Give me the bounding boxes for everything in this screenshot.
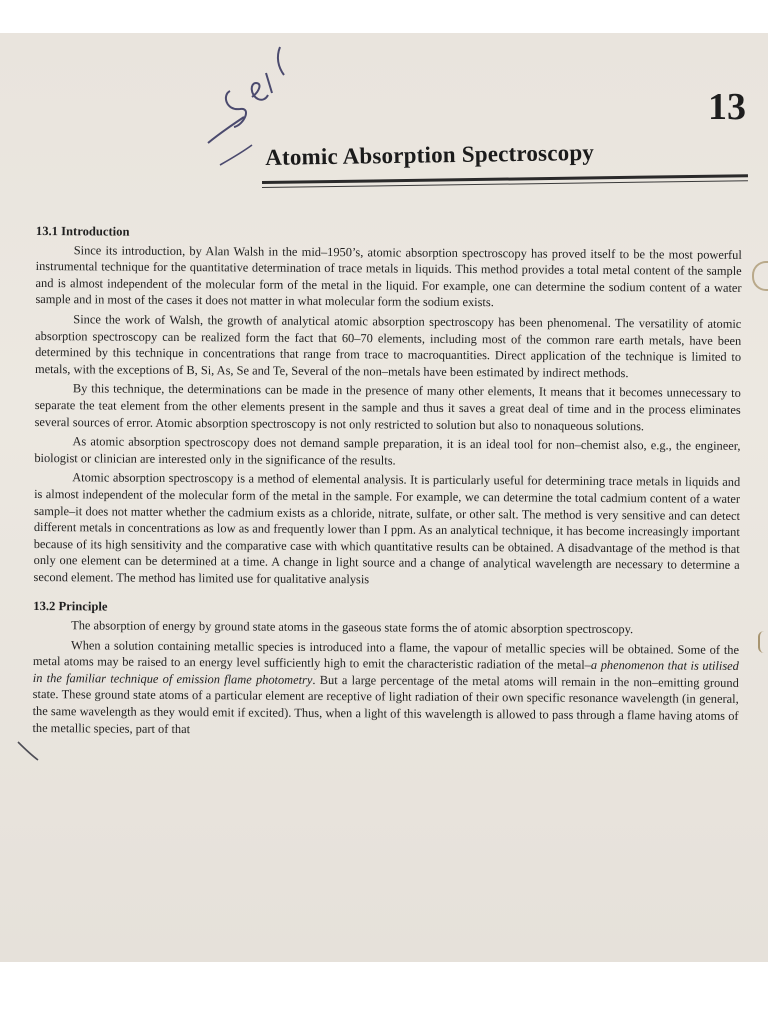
page-content <box>32 223 742 744</box>
page-edge-mark <box>752 261 768 291</box>
paragraph: Since the work of Walsh, the growth of analytical atomic absorption spectroscopy has been phenomenal. The versatility of atomic absorption spectroscopy can be realized form the fact that 60–70 elements, including most of the common rare earth metals, have been determined by this technique in concentrations that range from trace to macroquantities. Direct application of the technique is limited to metals, with the exceptions of B, Si, As, Se and Te, Several of the non–metals have been estimated by indirect methods. <box>34 312 742 380</box>
paragraph: By this technique, the determinations can be made in the presence of many other elements, It means that it becomes unnecessary to separate the teat element from the other elements present in the sample and thus it saves a great deal of time and in the process eliminates several sources of error. Atomic absorption spectroscopy is not only restricted to solution but also to nonaqueous solutions. <box>34 381 741 433</box>
chapter-title: Atomic Absorption Spectroscopy <box>265 139 595 170</box>
paragraph: The absorption of energy by ground state atoms in the gaseous state forms the of atomic absorption spectroscopy. <box>71 618 634 637</box>
paragraph-text: . But a large percentage of the metal atoms will remain in the non–emitting ground state. These ground state atoms of a particular element are receptive of light radiation of their own specific resonance wavelength (in general, the same wavelength as they would emit if excited). Thus, when a light of this wavelength is allowed to pass through a flame having atoms of the metallic species, part of that <box>32 672 739 736</box>
chapter-number: 13 <box>708 86 746 128</box>
italic-phrase: a phenomenon that is utilised in the familiar technique of emission flame photometry <box>32 658 739 687</box>
paragraph <box>32 637 739 741</box>
paragraph: As atomic absorption spectroscopy does not demand sample preparation, it is an ideal tool for non–chemist also, e.g., the engineer, biologist or clinician are interested only in the significance of the results. <box>34 434 741 468</box>
section-heading-principle: 13.2 Principle <box>33 599 108 614</box>
page-edge-mark <box>758 631 766 653</box>
paragraph: Atomic absorption spectroscopy is a method of elemental analysis. It is particularly useful for determining trace metals in liquids and is almost independent of the molecular form of the metal in the sample. For example, we can determine the total cadmium content of a water sample–it does not matter whether the cadmium exists as a chloride, nitrate, sulfate, or other salt. The method is very sensitive and can detect different metals in concentrations as low as and frequently lower than I ppm. As an analytical technique, it has become increasingly important because of its high sensitivity and the comparative case with which quantitative results can be obtained. A disadvantage of the method is that only one element can be determined at a time. A change in light source and a change of analytical wavelength are necessary to determine a second element. The method has limited use for qualitative analysis <box>33 470 741 587</box>
photo-background-bottom <box>0 962 768 1024</box>
paragraph: Since its introduction, by Alan Walsh in the mid–1950’s, atomic absorption spectroscopy has proved itself to be the most powerful instrumental technique for the quantitative determination of trace metals in liquids. This method provides a total metal content of the sample and is almost independent of the molecular form of the metal in the liquid. For example, one can determine the sodium content of a water sample and in most of the cases it does not matter in what molecular form the sodium exists. <box>35 242 742 310</box>
photo-background-top <box>0 0 768 33</box>
pencil-tick-mark <box>16 738 44 762</box>
book-page <box>0 33 768 962</box>
section-heading-introduction: 13.1 Introduction <box>35 223 130 239</box>
title-rule-thick <box>262 174 748 184</box>
paragraph-text: When a solution containing metallic species is introduced into a flame, the vapour of metallic species will be obtained. Some of the metal atoms may be raised to an energy level sufficiently high to emit the characteristic radiation of the metal– <box>32 637 740 673</box>
